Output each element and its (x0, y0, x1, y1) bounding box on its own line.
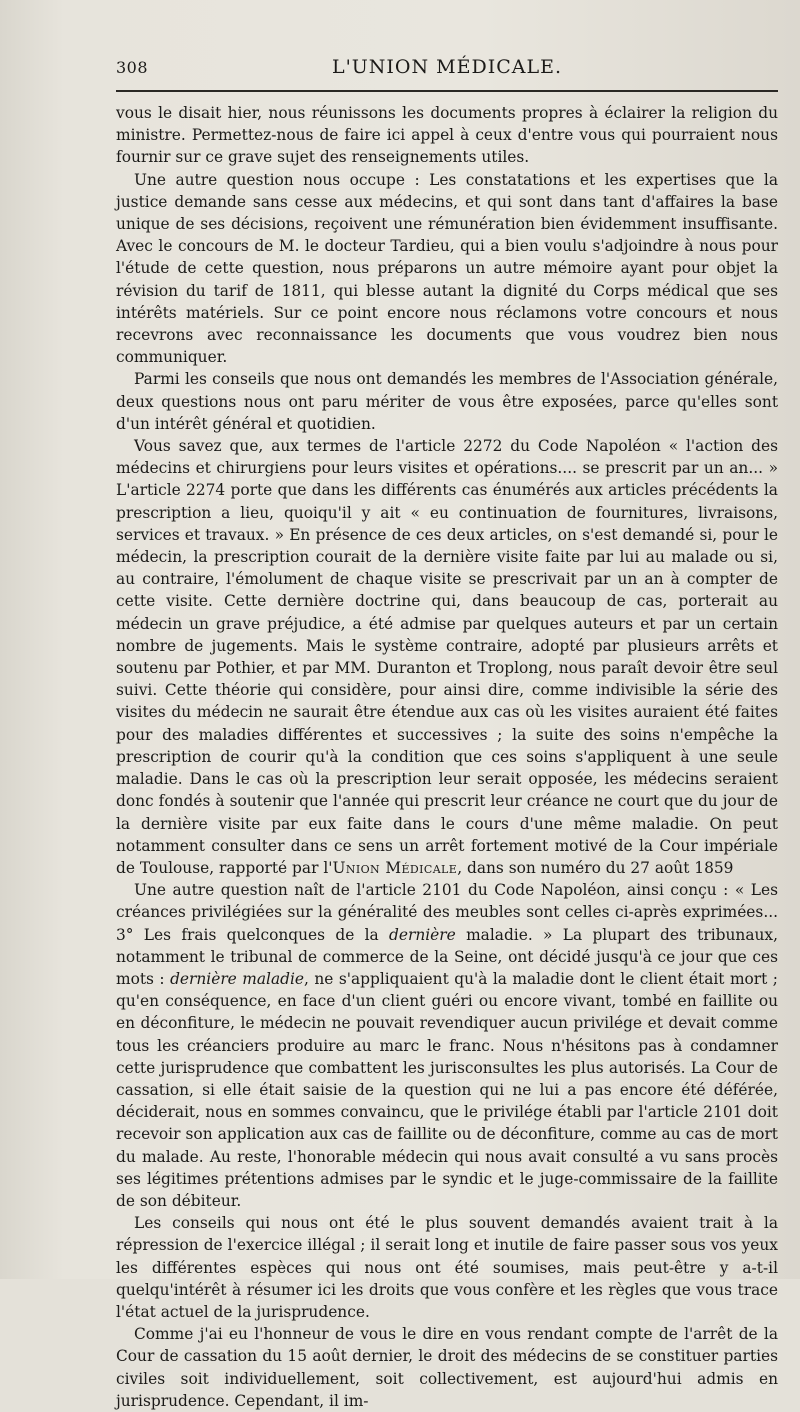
italic-derniere-maladie: dernière maladie (170, 969, 304, 988)
page-number: 308 (116, 58, 149, 77)
paragraph-7: Comme j'ai eu l'honneur de vous le dire en vous rendant compte de l'arrêt de la Cour de cassation du 15 août dernier, le droit des médecins de se constituer parties civiles soit individuellement, soit collectivement, est aujourd'hui admis en jurisprudence. Cependant, il im- (116, 1325, 778, 1410)
paragraph-1: vous le disait hier, nous réunissons les documents propres à éclairer la religion du ministre. Permettez-nous de faire ici appel à ceux d'entre vous qui pourraient nous fournir sur ce grave sujet des renseignements utiles. (116, 104, 778, 167)
running-title: L'UNION MÉDICALE. (331, 56, 563, 78)
header-rule (116, 90, 778, 92)
paragraph-2: Une autre question nous occupe : Les constatations et les expertises que la justice demande sans cesse aux médecins, et qui sont dans tant d'affaires la base unique de ses décisions, reçoivent une rémunération bien évidemment insuffisante. Avec le concours de M. le docteur Tardieu, qui a bien voulu s'adjoindre à nous pour l'étude de cette question, nous préparons un autre mémoire ayant pour objet la révision du tarif de 1811, qui blesse autant la dignité du Corps médical que ses intérêts matériels. Sur ce point encore nous réclamons votre concours et nous recevrons avec reconnaissance les documents que vous voudrez bien nous communiquer. (116, 170, 778, 367)
paragraph-4-text: Vous savez que, aux termes de l'article 2272 du Code Napoléon « l'action des médecins et chirurgiens pour leurs visites et opérations.... se prescrit par un an... » L'article 2274 porte que dans les différents cas énumérés aux articles précédents la prescription a lieu, quoiqu'il y ait « eu continuation de fournitures, livraisons, services et travaux. » En présence de ces deux articles, on s'est demandé si, pour le médecin, la prescription courait de la dernière visite faite par lui au malade ou si, au contraire, l'émolument de chaque visite se prescrivait par un an à compter de cette visite. Cette dernière doctrine qui, dans beaucoup de cas, porterait au médecin un grave préjudice, a été admise par quelques auteurs et par un certain nombre de jugements. Mais le système contraire, adopté par plusieurs arrêts et soutenu par Pothier, et par MM. Duranton et Troplong, nous paraît devoir être seul suivi. Cette théorie qui considère, pour ainsi dire, comme indivisible la série des visites du médecin ne saurait être étendue aux cas où les visites auraient été faites pour des maladies différentes et successives ; la suite des soins n'empêche la prescription de courir qu'à la condition que ces soins s'appliquent à une seule maladie. Dans le cas où la prescription leur serait opposée, les médecins seraient donc fondés à soutenir que l'année qui prescrit leur créance ne court que du jour de la dernière visite par eux faite dans le cours d'une même maladie. On peut notamment consulter dans ce sens un arrêt fortement motivé de la Cour impériale de Toulouse, rapporté par l' (116, 437, 778, 877)
paragraph-6: Les conseils qui nous ont été le plus souvent demandés avaient trait à la répression de l'exercice illégal ; il serait long et inutile de faire passer sous vos yeux les différentes espèces qui nous ont été soumises, mais peut-être y a-t-il quelqu'intérêt à résumer ici les droits que vous confère et les règles que vous trace l'état actuel de la jurisprudence. (116, 1214, 778, 1321)
body-text (116, 102, 778, 1412)
paragraph-5-end: , ne s'appliquaient qu'à la maladie dont le client était mort ; qu'en conséquence, en face d'un client guéri ou encore vivant, tombé en faillite ou en déconfiture, le médecin ne pouvait revendiquer aucun privilége et devait comme tous les créanciers produire au marc le franc. Nous n'hésitons pas à condamner cette jurisprudence que combattent les jurisconsultes les plus autorisés. La Cour de cassation, si elle était saisie de la question qui ne lui a pas encore été déférée, déciderait, nous en sommes convaincu, que le privilége établi par l'article 2101 doit recevoir son application aux cas de faillite ou de déconfiture, comme au cas de mort du malade. Au reste, l'honorable médecin qui nous avait consulté a vu sans procès ses légitimes prétentions admises par le syndic et le juge-commissaire de la faillite de son débiteur. (116, 969, 778, 1210)
paragraph-4 (116, 435, 778, 879)
journal-title: Union Médicale (332, 858, 458, 877)
paragraph-5 (116, 879, 778, 1212)
page-header (116, 52, 778, 82)
paragraph-5-middle: maladie. » La plupart des tribunaux, notamment le tribunal de commerce de la Seine, ont décidé jusqu'à ce jour que ces mots : (116, 925, 778, 988)
paragraph-5-start: Une autre question naît de l'article 2101 du Code Napoléon, ainsi conçu : « Les créances privilégiées sur la généralité des meubles sont celles ci-après exprimées... 3° Les frais quelconques de la (116, 881, 778, 944)
paragraph-4-end: , dans son numéro du 27 août 1859 (457, 858, 734, 877)
italic-derniere: dernière (389, 925, 456, 944)
paragraph-3: Parmi les conseils que nous ont demandés les membres de l'Association générale, deux questions nous ont paru mériter de vous être exposées, parce qu'elles sont d'un intérêt général et quotidien. (116, 370, 778, 433)
